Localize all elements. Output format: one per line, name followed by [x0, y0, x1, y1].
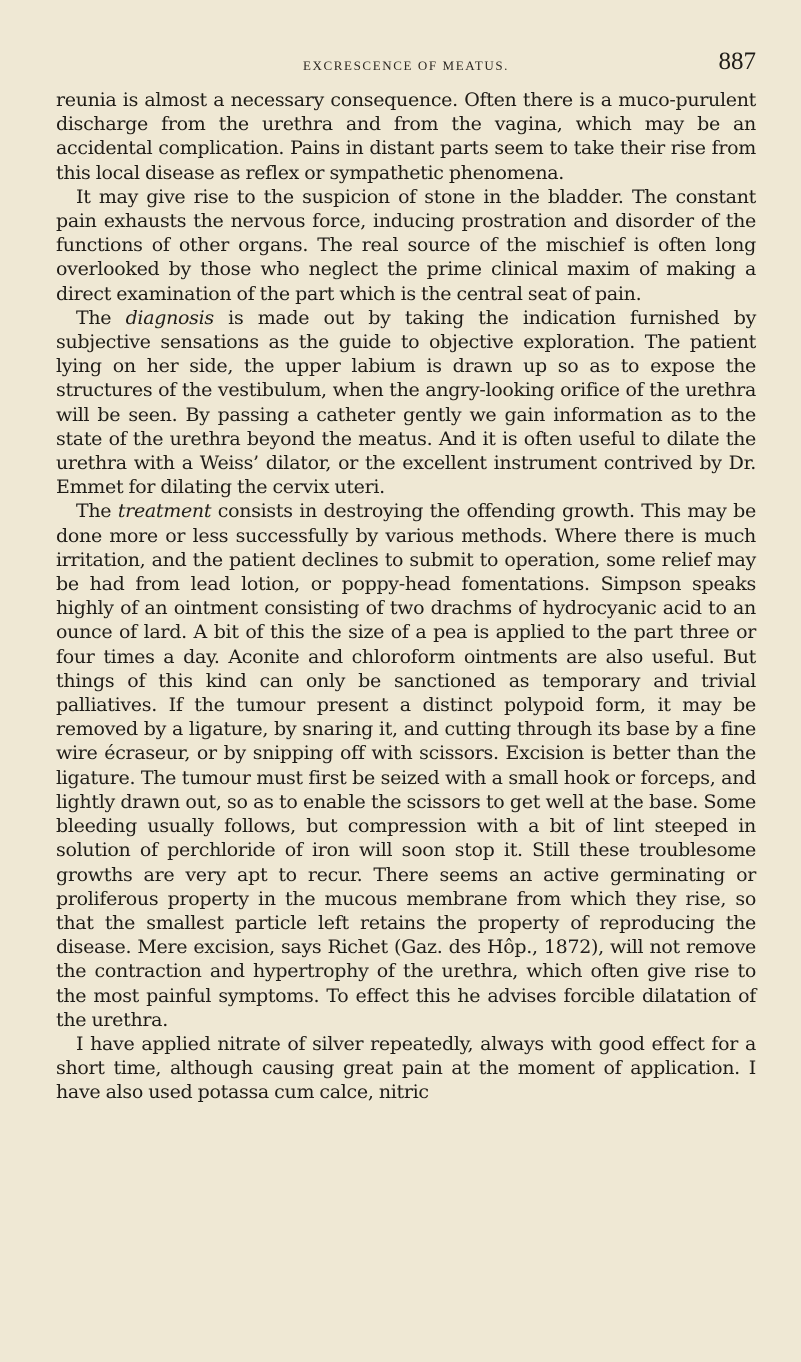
- paragraph-treatment: [56, 499, 756, 1031]
- paragraph-nitrate-of-silver: [56, 1032, 756, 1105]
- body-text: [56, 88, 756, 1105]
- italic-term-treatment: treatment: [117, 500, 212, 523]
- running-head: [56, 48, 756, 82]
- text-run: It may give rise to the suspicion of stone in the bladder. The constant pain exhausts the nervous force, inducing prostration and disorder of the functions of other organs. The real source of the mischief is often long overlooked by those who neglect the prime clinical maxim of making a direct examination of the part which is the central seat of pain.: [56, 185, 756, 305]
- text-run: I have applied nitrate of silver repeatedly, always with good effect for a short time, although causing great pain at the moment of application. I have also used potassa cum calce, nitric: [56, 1032, 756, 1104]
- paragraph-stone-suspicion: [56, 185, 756, 306]
- text-run: consists in destroying the offending growth. This may be done more or less successfully by various methods. Where there is much irritation, and the patient declines to submit to operation, some relief may be had from lead lotion, or poppy-head fomentations. Simpson speaks highly of an ointment consisting of two drachms of hydrocyanic acid to an ounce of lard. A bit of this the size of a pea is applied to the part three or four times a day. Aconite and chloroform ointments are also useful. But things of this kind can only be sanctioned as temporary and trivial palliatives. If the tumour present a distinct polypoid form, it may be removed by a ligature, by snaring it, and cutting through its base by a fine wire écraseur, or by snipping off with scissors. Excision is better than the ligature. The tumour must first be seized with a small hook or forceps, and lightly drawn out, so as to enable the scissors to get well at the base. Some bleeding usually follows, but compression with a bit of lint steeped in solution of perchloride of iron will soon stop it. Still these troublesome growths are very apt to recur. There seems an active germinating or proliferous property in the mucous membrane from which they rise, so that the smallest particle left retains the property of reproducing the disease. Mere excision, says Richet (Gaz. des Hôp., 1872), will not remove the contraction and hypertrophy of the urethra, which often give rise to the most painful symptoms. To effect this he advises forcible dilatation of the urethra.: [56, 500, 756, 1031]
- text-run: is made out by taking the indication furnished by subjective sensations as the guide to objective exploration. The patient lying on her side, the upper labium is drawn up so as to expose the structures of the vestibulum, when the angry-looking orifice of the urethra will be seen. By passing a catheter gently we gain information as to the state of the urethra beyond the meatus. And it is often useful to dilate the urethra with a Weiss’ dilator, or the excellent instrument contrived by Dr. Emmet for dilating the cervix uteri.: [56, 306, 756, 499]
- paragraph-continuation: [56, 88, 756, 185]
- text-run: The: [76, 306, 126, 329]
- text-run: The: [76, 500, 118, 523]
- page-number: 887: [718, 48, 756, 75]
- text-run: reunia is almost a necessary consequence. Often there is a muco-purulent discharge from the urethra and from the vagina, which may be an accidental complication. Pains in distant parts seem to take their rise from this local disease as reflex or sympathetic phenomena.: [56, 89, 756, 184]
- italic-term-diagnosis: diagnosis: [125, 306, 214, 329]
- running-title: EXCRESCENCE OF MEATUS.: [302, 58, 510, 73]
- paragraph-diagnosis: [56, 306, 756, 500]
